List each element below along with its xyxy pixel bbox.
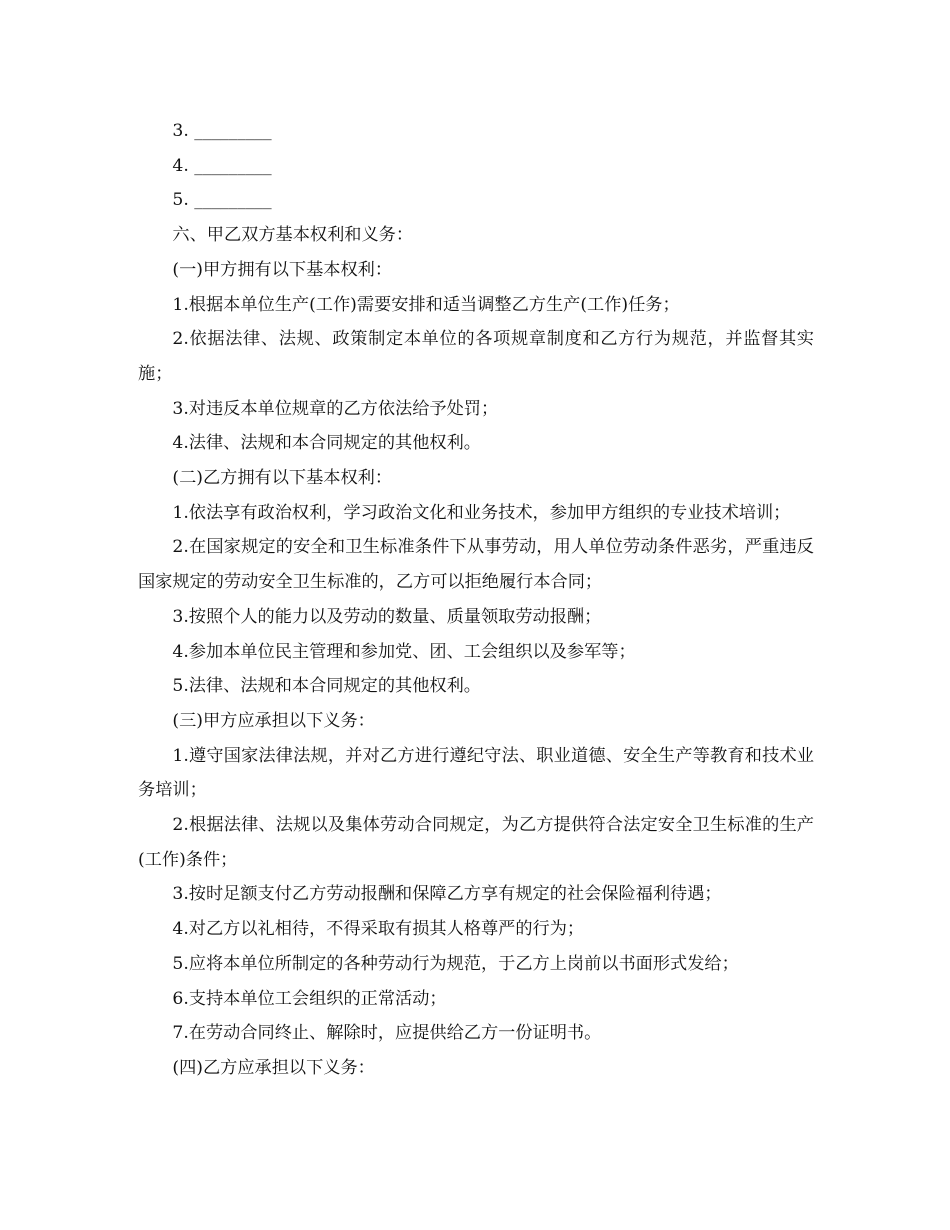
party-a-obligation-5: 5.应将本单位所制定的各种劳动行为规范，于乙方上岗前以书面形式发给；: [172, 953, 739, 974]
party-a-obligation-1: 1.遵守国家法律法规，并对乙方进行遵纪守法、职业道德、安全生产等教育和技术业务培训；: [138, 745, 814, 801]
subheading-party-a-obligations: (三)甲方应承担以下义务：: [172, 710, 375, 731]
party-b-right-4: 4.参加本单位民主管理和参加党、团、工会组织以及参军等；: [172, 641, 636, 662]
party-a-obligation-3: 3.按时足额支付乙方劳动报酬和保障乙方享有规定的社会保险福利待遇；: [172, 884, 722, 905]
subheading-party-b-obligations: (四)乙方应承担以下义务：: [172, 1057, 375, 1078]
subheading-party-a-rights: (一)甲方拥有以下基本权利：: [172, 259, 393, 280]
party-b-right-2: 2.在国家规定的安全和卫生标准条件下从事劳动，用人单位劳动条件恶劣，严重违反国家规定的劳动安全卫生标准的，乙方可以拒绝履行本合同；: [138, 537, 814, 593]
party-b-right-5: 5.法律、法规和本合同规定的其他权利。: [172, 676, 481, 697]
blank-item-4: 4. _________: [172, 155, 272, 176]
party-b-right-1: 1.依法享有政治权利，学习政治文化和业务技术，参加甲方组织的专业技术培训；: [172, 502, 791, 523]
party-a-obligation-6: 6.支持本单位工会组织的正常活动；: [172, 988, 447, 1009]
party-a-right-1: 1.根据本单位生产(工作)需要安排和适当调整乙方生产(工作)任务；: [172, 294, 680, 315]
party-b-right-3: 3.按照个人的能力以及劳动的数量、质量领取劳动报酬；: [172, 606, 602, 627]
section-heading-rights-obligations: 六、甲乙双方基本权利和义务：: [172, 225, 414, 246]
document-body: [138, 114, 814, 1086]
party-a-right-4: 4.法律、法规和本合同规定的其他权利。: [172, 433, 481, 454]
blank-item-3: 3. _________: [172, 121, 272, 141]
party-a-obligation-7: 7.在劳动合同终止、解除时，应提供给乙方一份证明书。: [172, 1023, 602, 1044]
party-a-right-2: 2.依据法律、法规、政策制定本单位的各项规章制度和乙方行为规范，并监督其实施；: [138, 329, 814, 384]
subheading-party-b-rights: (二)乙方拥有以下基本权利：: [172, 468, 393, 489]
party-a-right-3: 3.对违反本单位规章的乙方依法给予处罚；: [172, 398, 499, 419]
blank-item-5: 5. _________: [172, 190, 272, 211]
party-a-obligation-4: 4.对乙方以礼相待，不得采取有损其人格尊严的行为；: [172, 919, 585, 940]
party-a-obligation-2: 2.根据法律、法规以及集体劳动合同规定，为乙方提供符合法定安全卫生标准的生产(工作)条件；: [138, 815, 814, 870]
